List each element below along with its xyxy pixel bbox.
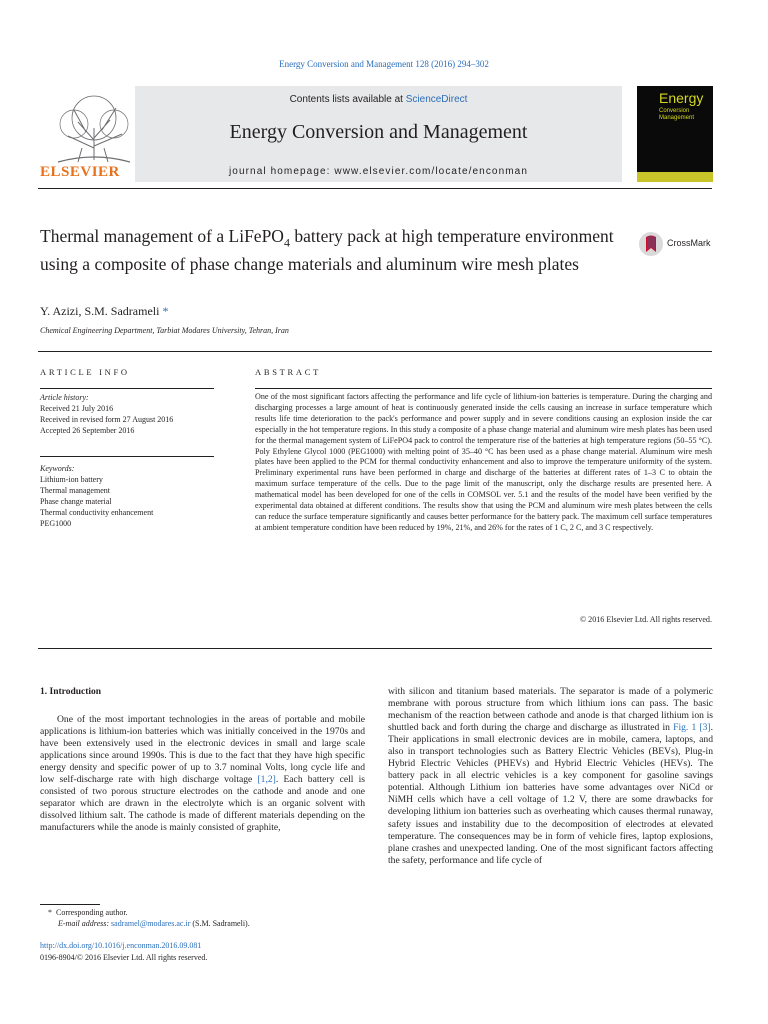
email-footnote	[58, 918, 250, 929]
article-info-label: ARTICLE INFO	[40, 367, 130, 377]
sciencedirect-link[interactable]: ScienceDirect	[405, 94, 468, 105]
history-item: Accepted 26 September 2016	[40, 426, 135, 435]
body-text: with silicon and titanium based materials. The separator is made of a polymeric membrane with porous structure from which lithium ions can pass. The basic mechanism of the reaction between cathode and anode is that charged lithium ion is shuttled back and forth during the charge and discharge as illustrated in	[388, 686, 713, 734]
crossmark-label: CrossMark	[667, 238, 711, 248]
journal-name: Energy Conversion and Management	[229, 121, 528, 143]
title-part: battery pack at high temperature environment using a composite of phase change materials and aluminum wire mesh plates	[40, 226, 614, 274]
divider	[38, 648, 712, 649]
divider	[40, 388, 214, 389]
author-names: Y. Azizi, S.M. Sadrameli	[40, 304, 160, 318]
body-column-right	[388, 686, 713, 867]
title-subscript: 4	[283, 235, 290, 250]
email-owner: (S.M. Sadrameli).	[190, 919, 250, 928]
history-item: Received in revised form 27 August 2016	[40, 415, 174, 424]
journal-citation[interactable]: Energy Conversion and Management 128 (2016) 294–302	[279, 59, 489, 69]
doi-link[interactable]: http://dx.doi.org/10.1016/j.enconman.2016.09.081	[40, 941, 202, 950]
footnote-mark: *	[48, 908, 52, 917]
cover-strip	[637, 172, 713, 182]
corresponding-footnote	[48, 907, 128, 918]
copyright: © 2016 Elsevier Ltd. All rights reserved.	[579, 615, 712, 624]
abstract-label: ABSTRACT	[255, 367, 321, 377]
keywords-title: Keywords:	[40, 464, 75, 473]
cover-subtitle	[659, 108, 694, 122]
crossmark-badge[interactable]	[638, 231, 718, 257]
keyword: Lithium-ion battery	[40, 475, 103, 484]
crossmark-icon	[638, 231, 664, 257]
divider	[255, 388, 712, 389]
section-heading: 1. Introduction	[40, 687, 102, 697]
history-item: Received 21 July 2016	[40, 404, 114, 413]
cover-title: Energy	[659, 90, 704, 106]
figure-link[interactable]: Fig. 1	[673, 722, 697, 734]
publisher-name: ELSEVIER	[40, 164, 120, 180]
title-part: Thermal management of a LiFePO	[40, 226, 284, 246]
keyword: Phase change material	[40, 497, 112, 506]
email-label: E-mail address:	[58, 919, 112, 928]
footnote-rule	[40, 904, 100, 905]
divider	[40, 456, 214, 457]
body-column-left	[40, 714, 365, 834]
body-text: . Each battery cell is consisted of two porous structure electrodes on the cathode and anode and one separator which are drawn in the electrolyte which is an organic solvent with dissolved lithium salt. The cathode is made of different materials depending on the manufacturers while the anode is mainly consisted of graphite,	[40, 774, 365, 834]
journal-cover[interactable]	[637, 86, 713, 182]
abstract-text: One of the most significant factors affecting the performance and life cycle of lithium-ion batteries is temperature. During the charging and discharging processes a large amount of heat is continuously generated inside the cells causing an increase in surface temperature which results life time deterioration to the pack's performance and power supply and in severe conditions causing an explosion inside the car especially in the hot temperature regions. In this study a composite of a phase change material and aluminum wire mesh plates has been used for the thermal management system of LiFePO4 pack to control the temperature rise of the batteries at high temperature regions (50–55 °C). Poly Ethylene Glycol 1000 (PEG1000) with melting point of 35–40 °C has been used as a phase change material. Aluminum wire mesh plates have been applied to the PCM for thermal conductivity enhancement and also to improve the temperature uniformity of the system. Preliminary experimental runs have been performed in charge and discharge of the batteries at different rates of 1–3 C to obtain the maximum surface temperature of the cells. Due to the page limit of the manuscript, only the discharge results are presented here. A mathematical model has been developed for one of the cells in COMSOL ver. 5.1 and the results of the model have been verified by the experimental data obtained at different conditions. The results show that using the PCM and aluminum wire mesh plates between the cells can reduce the surface temperature significantly and causes better performance for the battery pack. The maximum cell surface temperatures at ambient temperature condition have been reduced by 19%, 21%, and 26% for the rates of 1 C, 2 C, and 3 C respectively.	[255, 392, 712, 532]
email-link[interactable]: sadramel@modares.ac.ir	[111, 919, 191, 928]
issn-line: 0196-8904/© 2016 Elsevier Ltd. All rights reserved.	[40, 953, 208, 962]
keyword: Thermal management	[40, 486, 110, 495]
journal-homepage[interactable]: journal homepage: www.elsevier.com/locate/enconman	[228, 166, 529, 177]
contents-line	[135, 94, 622, 105]
footnote-text: Corresponding author.	[56, 908, 128, 917]
masthead-rule	[38, 188, 712, 189]
body-text: One of the most important technologies in the areas of portable and mobile applications is lithium-ion batteries which was initially conceived in the 1970s and have been extensively used in the electronic devices in small and large scale applications since around 1990s. This is due to the fact that they have high specific energy density and specific power of up to 3.7 nominal Volts, long cycle life and low self-discharge rate with high discharge voltage	[40, 714, 365, 786]
authors	[40, 304, 168, 319]
keyword: PEG1000	[40, 519, 72, 528]
article-history	[40, 392, 215, 436]
divider	[38, 351, 712, 352]
reference-link[interactable]: [1,2]	[257, 774, 276, 786]
cover-subtitle-line: Conversion	[659, 108, 690, 114]
article-title	[40, 226, 620, 276]
affiliation: Chemical Engineering Department, Tarbiat Modares University, Tehran, Iran	[40, 326, 289, 335]
corresponding-author-mark[interactable]: *	[159, 304, 169, 318]
keywords	[40, 463, 215, 529]
contents-prefix: Contents lists available at	[289, 94, 406, 105]
cover-subtitle-line: Management	[659, 115, 695, 121]
reference-link[interactable]: [3]	[699, 722, 711, 734]
keyword: Thermal conductivity enhancement	[40, 508, 154, 517]
body-text: . Their applications in small electronic devices are in mobile, camera, laptops, and also in transport technologies such as Battery Electric Vehicles (BEVs), Plug-in Hybrid Electric Vehicles (PHEVs) and Hybrid Electric Vehicles (HEVs). The battery pack in all electric vehicles is a key component for gasoline savings potential. Although Lithium ion batteries have some advantages over NiCd or NiMH cells which have a cell voltage of 1.2 V, there are some drawbacks for developing lithium ion batteries such as overheating which causes thermal runaway, safety issues and instability due to the decomposition of electrodes at elevated temperature. The consequences may be in form of vehicle fires, laptop explosions, plane crashes and unexpected landing. One of the most significant factors affecting the safety, performance and life cycle of	[388, 722, 713, 866]
history-title: Article history:	[40, 393, 89, 402]
